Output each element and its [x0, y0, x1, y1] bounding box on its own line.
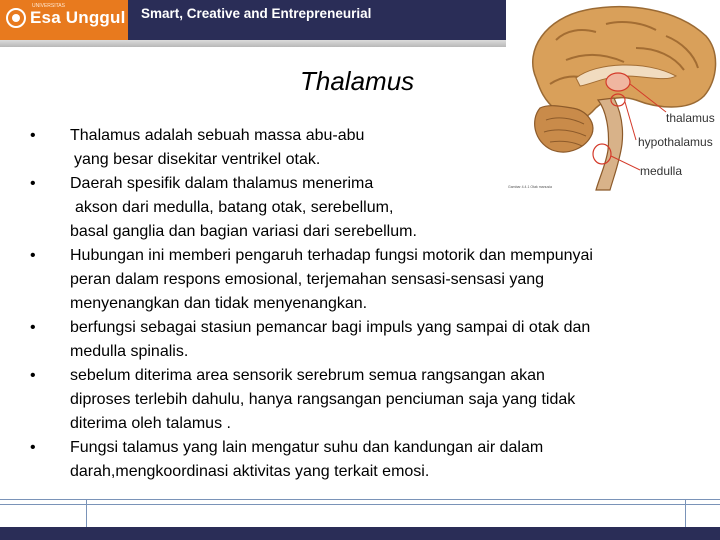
bullet-text-line: akson dari medulla, batang otak, serebellum, — [75, 199, 394, 216]
label-hypothalamus: hypothalamus — [638, 135, 713, 149]
bullet-text-line: Hubungan ini memberi pengaruh terhadap fungsi motorik dan mempunyai — [70, 247, 593, 264]
footer-rule-top — [0, 499, 720, 500]
bullet-text-line: sebelum diterima area sensorik serebrum semua rangsangan akan — [70, 367, 545, 384]
footer-divider-left — [86, 499, 87, 527]
logo-text: Esa Unggul — [30, 8, 126, 27]
bullet-text-line: Thalamus adalah sebuah massa abu-abu — [70, 127, 365, 144]
bullet-text-line: peran dalam respons emosional, terjemahan sensasi-sensasi yang — [70, 271, 545, 288]
bullet-marker: • — [30, 175, 36, 192]
bullet-text-line: basal ganglia dan bagian variasi dari serebellum. — [70, 223, 417, 240]
bullet-marker: • — [30, 247, 36, 264]
figure-credit: Gambar 4.4.1 Otak manusia — [508, 185, 552, 189]
bullet-marker: • — [30, 319, 36, 336]
bullet-text-line: darah,mengkoordinasi aktivitas yang terkait emosi. — [70, 463, 430, 480]
bullet-text-line: diproses terlebih dahulu, hanya rangsangan penciuman saja yang tidak — [70, 391, 576, 408]
slide-title: Thalamus — [300, 66, 415, 96]
bullet-marker: • — [30, 367, 36, 384]
logo-small-text: UNIVERSITAS — [32, 3, 65, 9]
footer-divider-right — [685, 499, 686, 527]
footer-rule-bottom — [0, 504, 720, 505]
bullet-text-line: berfungsi sebagai stasiun pemancar bagi impuls yang sampai di otak dan — [70, 319, 591, 336]
bullet-text-line: Fungsi talamus yang lain mengatur suhu dan kandungan air dalam — [70, 439, 544, 456]
tagline: Smart, Creative and Entrepreneurial — [141, 6, 372, 21]
label-medulla: medulla — [640, 164, 683, 178]
label-thalamus: thalamus — [666, 111, 715, 125]
footer-bar — [0, 527, 720, 540]
bullet-text-line: Daerah spesifik dalam thalamus menerima — [70, 175, 374, 192]
bullet-text-line: menyenangkan dan tidak menyenangkan. — [70, 295, 368, 312]
bullet-marker: • — [30, 127, 36, 144]
bullet-text-line: yang besar disekitar ventrikel otak. — [74, 151, 321, 168]
bullet-text-line: medulla spinalis. — [70, 343, 189, 360]
bullet-text-line: diterima oleh talamus . — [70, 415, 231, 432]
bullet-marker: • — [30, 439, 36, 456]
